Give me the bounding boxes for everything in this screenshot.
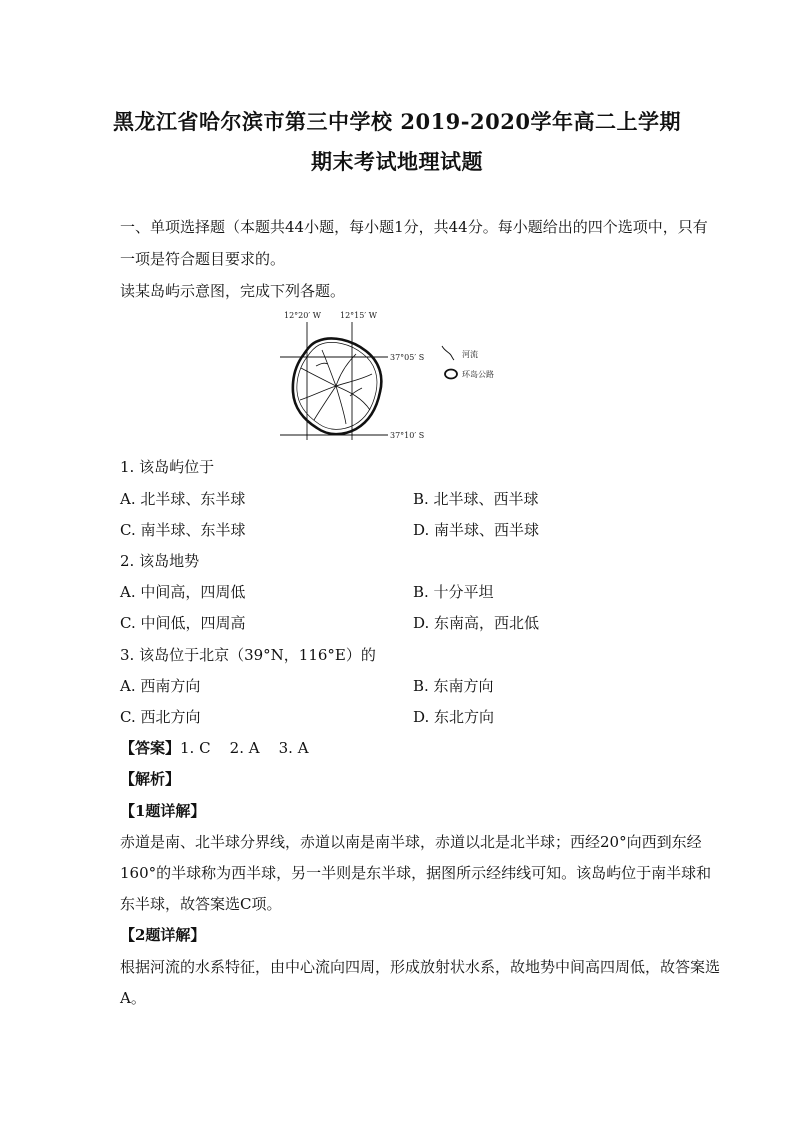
question-2-option-a: A. 中间高，四周低 bbox=[120, 583, 246, 601]
question-3-option-a: A. 西南方向 bbox=[120, 677, 201, 695]
section-heading-line2: 一项是符合题目要求的。 bbox=[120, 250, 286, 268]
question-2-option-b: B. 十分平坦 bbox=[413, 583, 494, 601]
question-2-stem: 2. 该岛地势 bbox=[120, 552, 200, 570]
question-1-stem: 1. 该岛屿位于 bbox=[120, 458, 215, 476]
analysis-label: 【解析】 bbox=[120, 770, 181, 788]
answer-label: 【答案】 bbox=[120, 739, 181, 757]
label-lon-right: 12°15′ W bbox=[340, 311, 377, 320]
answer-row bbox=[120, 737, 309, 758]
legend-road-icon bbox=[445, 370, 457, 379]
document-title-line1: 黑龙江省哈尔滨市第三中学校 2019-2020学年高二上学期 bbox=[113, 109, 681, 134]
answer-text: 1. C 2. A 3. A bbox=[180, 739, 309, 757]
question-3-option-b: B. 东南方向 bbox=[413, 677, 494, 695]
legend-road-label: 环岛公路 bbox=[462, 370, 494, 379]
q1-detail-line3: 东半球，故答案选C项。 bbox=[120, 895, 282, 913]
label-lat-top: 37°05′ S bbox=[390, 353, 425, 362]
q1-detail-label: 【1题详解】 bbox=[120, 802, 206, 820]
question-1-option-c: C. 南半球、东半球 bbox=[120, 521, 246, 539]
question-3-option-c: C. 西北方向 bbox=[120, 708, 201, 726]
intro-text: 读某岛屿示意图，完成下列各题。 bbox=[120, 282, 346, 300]
q2-detail-line1: 根据河流的水系特征，由中心流向四周，形成放射状水系，故地势中间高四周低，故答案选 bbox=[120, 958, 721, 976]
document-title-line2: 期末考试地理试题 bbox=[311, 149, 483, 174]
section-heading-line1: 一、单项选择题（本题共44小题，每小题1分，共44分。每小题给出的四个选项中，只有 bbox=[120, 218, 708, 236]
question-1-option-b: B. 北半球、西半球 bbox=[413, 490, 539, 508]
legend-river-label: 河流 bbox=[462, 350, 478, 359]
label-lat-bottom: 37°10′ S bbox=[390, 431, 425, 440]
question-3-stem: 3. 该岛位于北京（39°N，116°E）的 bbox=[120, 646, 376, 664]
question-1-option-d: D. 南半球、西半球 bbox=[413, 521, 540, 539]
radial-rivers bbox=[300, 350, 372, 424]
q2-detail-line2: A。 bbox=[120, 989, 146, 1007]
island-map bbox=[270, 308, 520, 446]
island-map-figure bbox=[270, 308, 520, 446]
question-3-option-d: D. 东北方向 bbox=[413, 708, 495, 726]
q2-detail-label: 【2题详解】 bbox=[120, 926, 206, 944]
question-2-option-d: D. 东南高，西北低 bbox=[413, 614, 540, 632]
q1-detail-line1: 赤道是南、北半球分界线，赤道以南是南半球，赤道以北是北半球；西经20°向西到东经 bbox=[120, 833, 702, 851]
q1-detail-line2: 160°的半球称为西半球，另一半则是东半球，据图所示经纬线可知。该岛屿位于南半球和 bbox=[120, 864, 712, 882]
question-2-option-c: C. 中间低，四周高 bbox=[120, 614, 246, 632]
label-lon-left: 12°20′ W bbox=[284, 311, 321, 320]
question-1-option-a: A. 北半球、东半球 bbox=[120, 490, 246, 508]
legend-river-icon bbox=[442, 346, 454, 360]
